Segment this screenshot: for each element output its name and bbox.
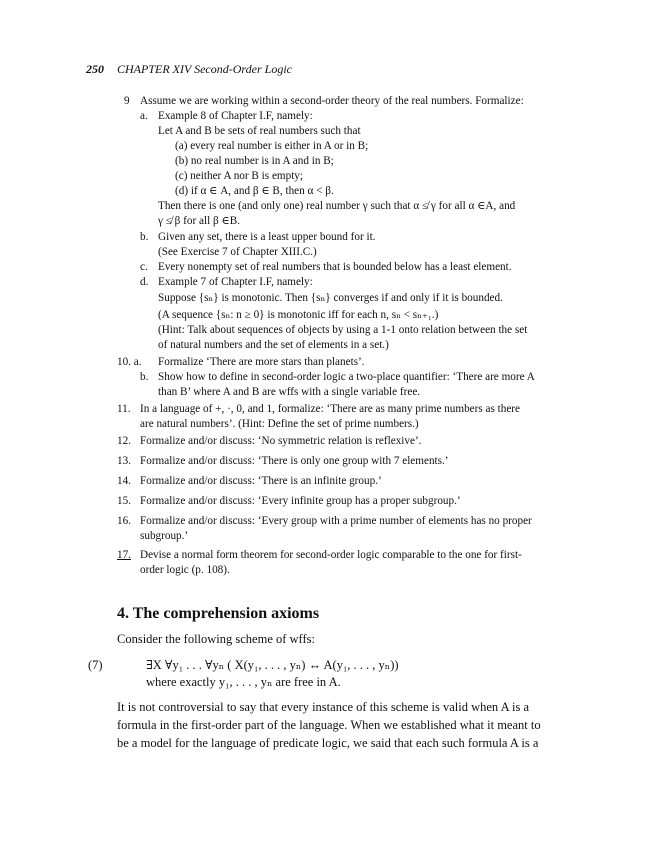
list-item: (c) neither A nor B is empty; xyxy=(175,170,304,182)
exercise-text: Formalize and/or discuss: ‘No symmetric relation is reflexive’. xyxy=(140,435,422,447)
running-header xyxy=(86,62,292,77)
exercise-text: Given any set, there is a least upper bound for it. xyxy=(158,231,376,243)
exercise-number: 11. xyxy=(117,403,131,415)
exercise-text: Devise a normal form theorem for second-order logic comparable to the one for first- xyxy=(140,549,522,561)
exercise-text: Formalize and/or discuss: ‘There is an infinite group.’ xyxy=(140,475,382,487)
exercise-text: Suppose {sₙ} is monotonic. Then {sₙ} converges if and only if it is bounded. xyxy=(158,292,503,304)
exercise-text: than B’ where A and B are wffs with a single variable free. xyxy=(158,386,421,398)
exercise-number: 15. xyxy=(117,495,131,507)
item-label: d. xyxy=(140,276,149,288)
exercise-text: are natural numbers’. (Hint: Define the set of prime numbers.) xyxy=(140,418,419,430)
exercise-text: (Hint: Talk about sequences of objects by using a 1-1 onto relation between the set xyxy=(158,324,528,336)
exercise-text: Formalize ‘There are more stars than planets’. xyxy=(158,356,365,368)
exercise-text: Example 8 of Chapter I.F, namely: xyxy=(158,110,313,122)
exercise-number: 13. xyxy=(117,455,131,467)
page-number: 250 xyxy=(86,62,104,76)
exercise-number: 14. xyxy=(117,475,131,487)
exercise-text: subgroup.’ xyxy=(140,530,189,542)
section-heading: 4. The comprehension axioms xyxy=(117,605,320,622)
list-item: (d) if α ∈ A, and β ∈ B, then α < β. xyxy=(175,185,334,197)
item-label: a. xyxy=(140,110,148,122)
exercise-text: Formalize and/or discuss: ‘There is only one group with 7 elements.’ xyxy=(140,455,449,467)
paragraph: Consider the following scheme of wffs: xyxy=(117,632,315,646)
exercise-text: Formalize and/or discuss: ‘Every group with a prime number of elements has no proper xyxy=(140,515,532,527)
exercise-number: 9 xyxy=(124,95,130,107)
equation-label: (7) xyxy=(88,658,103,672)
exercise-text: Formalize and/or discuss: ‘Every infinite group has a proper subgroup.’ xyxy=(140,495,461,507)
equation: ∃X ∀y₁ . . . ∀yₙ ( X(y₁, . . . , yₙ) ↔ A(y₁, . . . , yₙ)) xyxy=(146,658,399,672)
exercise-number: 17. xyxy=(117,549,131,561)
exercise-text: Then there is one (and only one) real number γ such that α ≰ γ for all α ∈A, and xyxy=(158,200,516,212)
exercise-text: Show how to define in second-order logic a two-place quantifier: ‘There are more A xyxy=(158,371,535,383)
exercise-number: 10. a. xyxy=(117,356,142,368)
exercise-text: Let A and B be sets of real numbers such that xyxy=(158,125,361,137)
exercise-number: 12. xyxy=(117,435,131,447)
exercise-text: γ ≰ β for all β ∈B. xyxy=(158,215,241,227)
paragraph-line: be a model for the language of predicate logic, we said that each such formula A is a xyxy=(117,736,539,750)
paragraph-line: formula in the first-order part of the language. When we established what it meant to xyxy=(117,718,541,732)
exercise-text: Assume we are working within a second-order theory of the real numbers. Formalize: xyxy=(140,95,524,107)
item-label: c. xyxy=(140,261,148,273)
exercise-number: 16. xyxy=(117,515,131,527)
list-item: (b) no real number is in A and in B; xyxy=(175,155,334,167)
item-label: b. xyxy=(140,231,149,243)
equation-note: where exactly y₁, . . . , yₙ are free in A. xyxy=(146,675,341,689)
chapter-title: CHAPTER XIV Second-Order Logic xyxy=(117,62,292,76)
exercise-text: Example 7 of Chapter I.F, namely: xyxy=(158,276,313,288)
paragraph-line: It is not controversial to say that every instance of this scheme is valid when A is a xyxy=(117,700,530,714)
list-item: (a) every real number is either in A or in B; xyxy=(175,140,369,152)
exercise-text: (See Exercise 7 of Chapter XIII.C.) xyxy=(158,246,317,258)
exercise-text: In a language of +, ·, 0, and 1, formalize: ‘There are as many prime numbers as there xyxy=(140,403,521,415)
exercise-text: Every nonempty set of real numbers that is bounded below has a least element. xyxy=(158,261,512,273)
exercise-text: (A sequence {sₙ: n ≥ 0} is monotonic iff for each n, sₙ < sₙ₊₁.) xyxy=(158,309,439,321)
item-label: b. xyxy=(140,371,149,383)
exercise-text: of natural numbers and the set of elements in a set.) xyxy=(158,339,389,351)
exercise-text: order logic (p. 108). xyxy=(140,564,230,576)
